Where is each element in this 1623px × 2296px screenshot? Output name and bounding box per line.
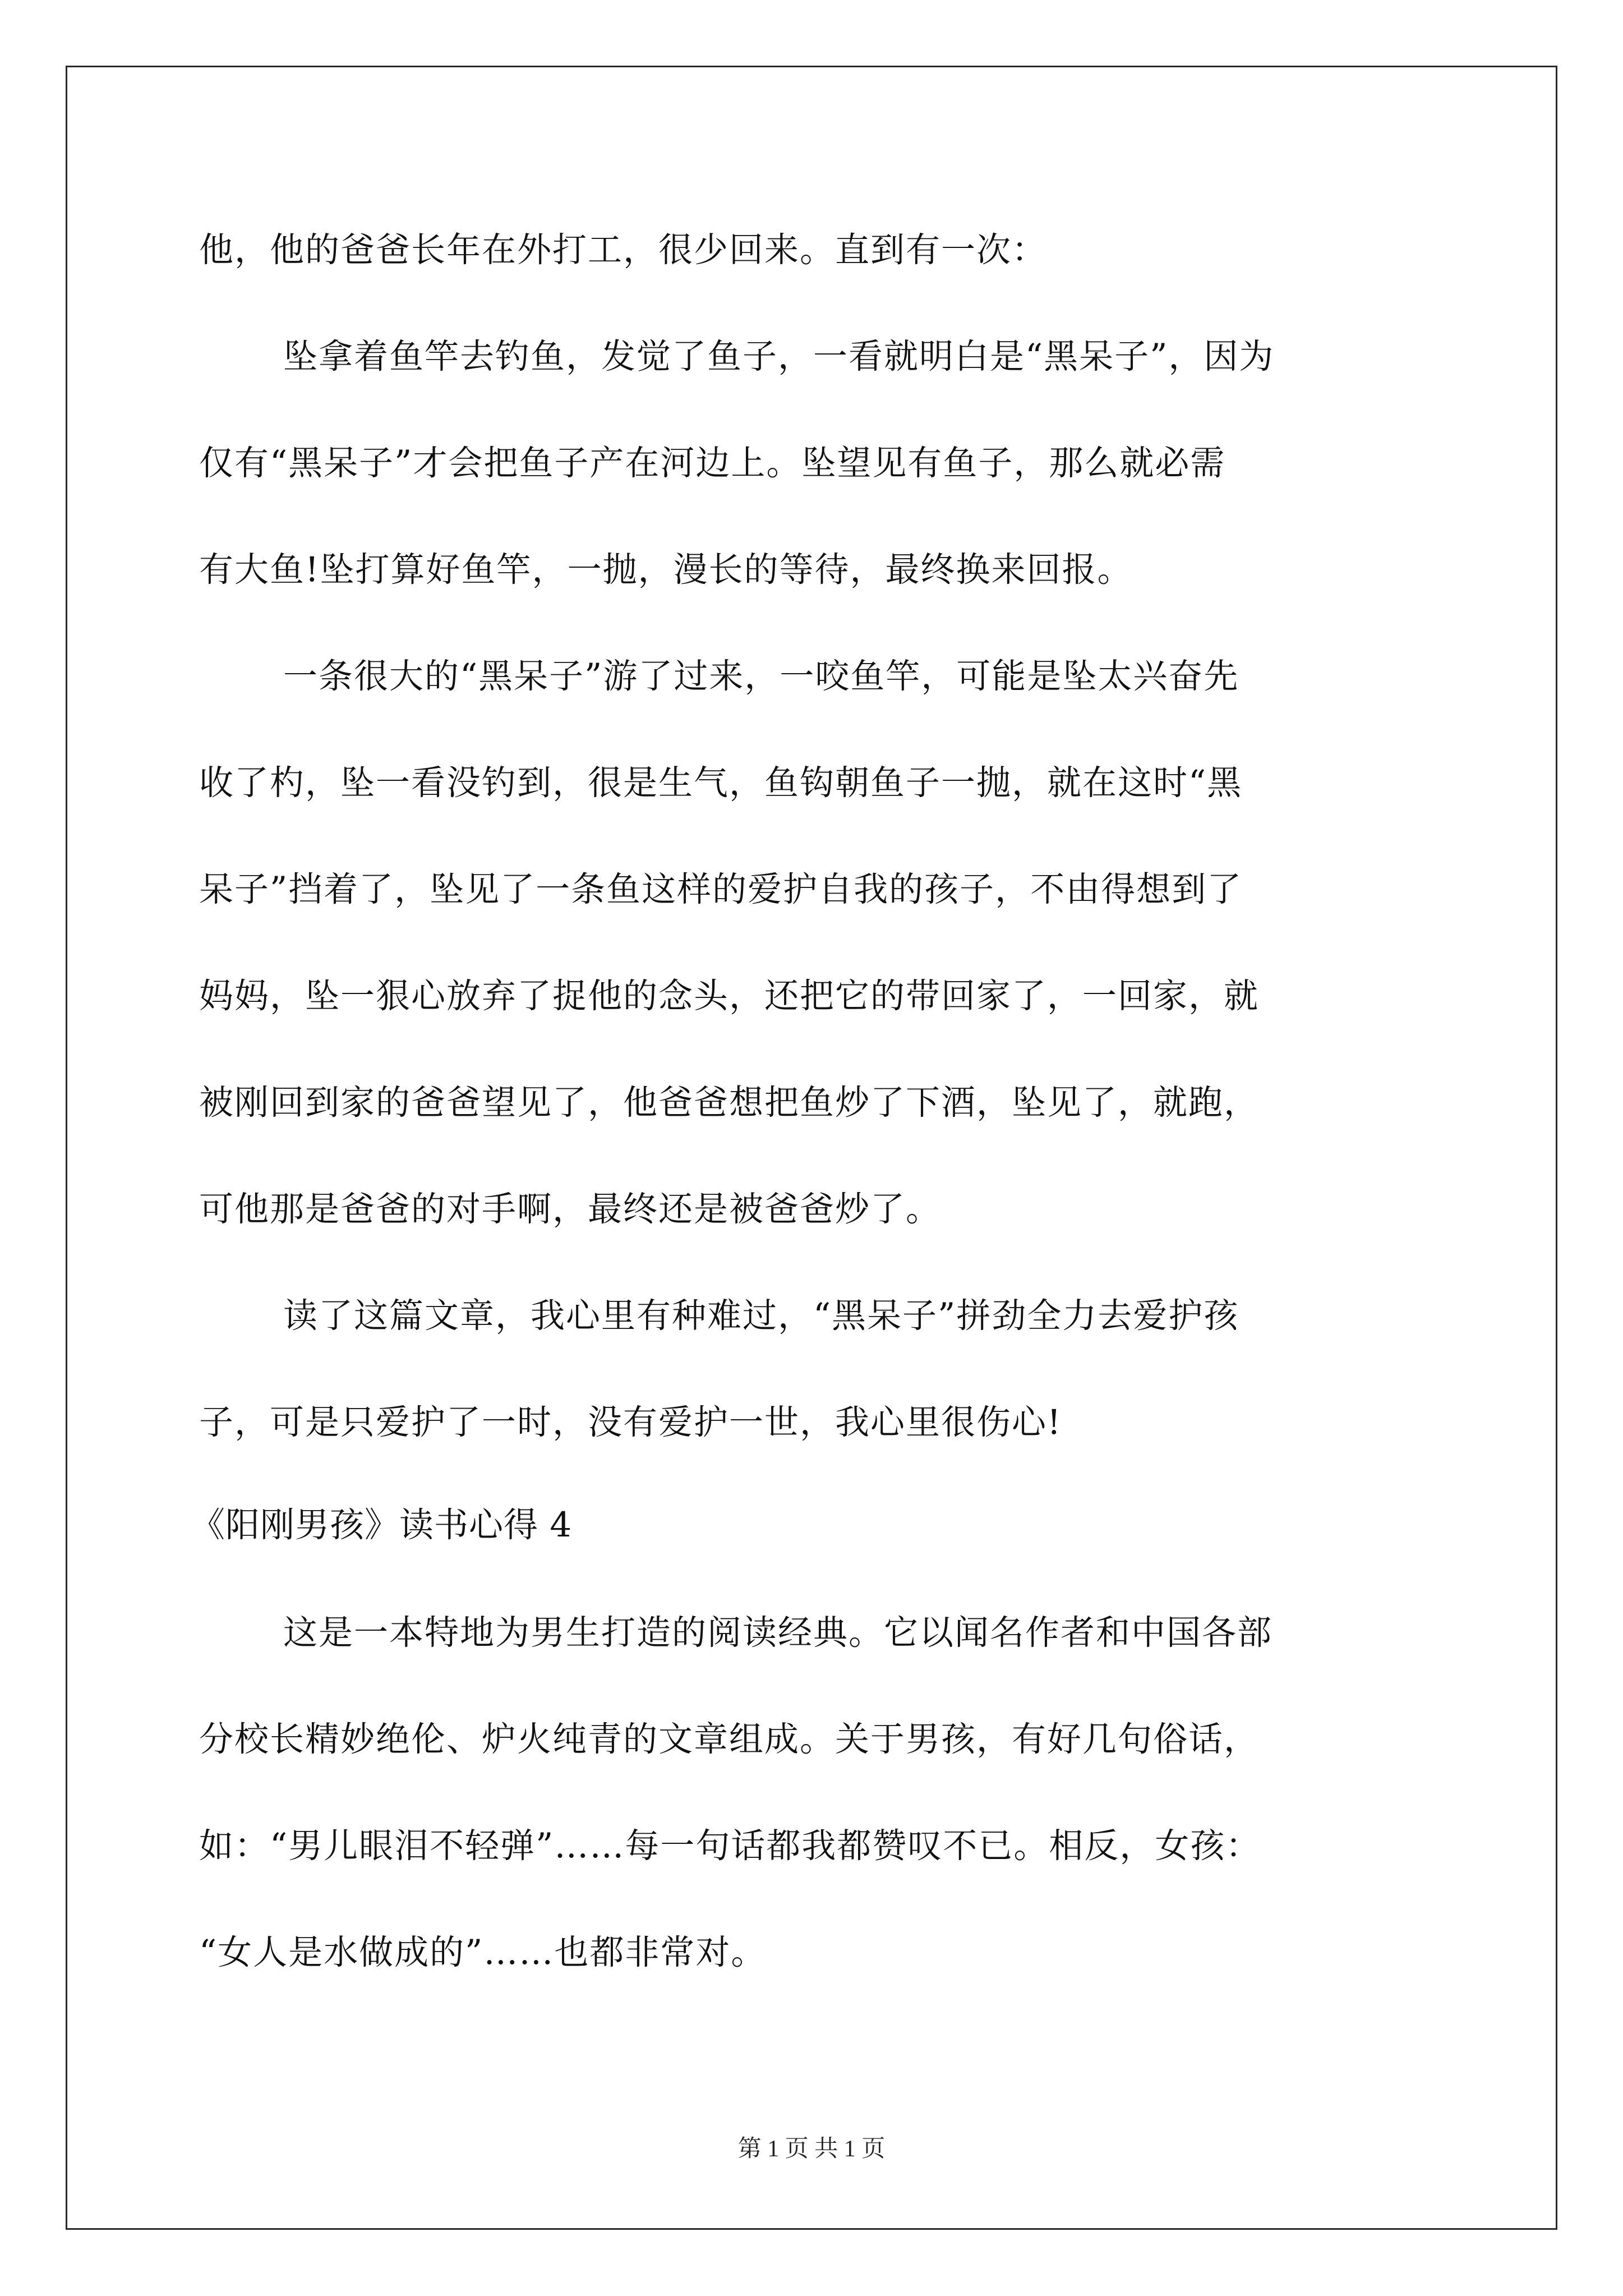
body-line: 仅有“黑呆子”才会把鱼子产在河边上。坠望见有鱼子，那么就必需 xyxy=(199,443,1226,483)
page-border xyxy=(66,66,1557,2230)
body-line: 他，他的爸爸长年在外打工，很少回来。直到有一次： xyxy=(199,230,1048,270)
body-line: 呆子”挡着了，坠见了一条鱼这样的爱护自我的孩子，不由得想到了 xyxy=(199,869,1243,909)
body-line: “女人是水做成的”……也都非常对。 xyxy=(199,1932,767,1972)
body-line: 这是一本特地为男生打造的阅读经典。它以闻名作者和中国各部 xyxy=(283,1613,1273,1653)
body-line: 一条很大的“黑呆子”游了过来，一咬鱼竿，可能是坠太兴奋先 xyxy=(283,656,1239,696)
body-line: 坠拿着鱼竿去钓鱼，发觉了鱼子，一看就明白是“黑呆子”，因为 xyxy=(283,337,1275,376)
body-line: 妈妈，坠一狠心放弃了捉他的念头，还把它的带回家了，一回家，就 xyxy=(199,976,1260,1016)
body-line: 被刚回到家的爸爸望见了，他爸爸想把鱼炒了下酒，坠见了，就跑， xyxy=(199,1083,1260,1122)
body-line: 可他那是爸爸的对手啊，最终还是被爸爸炒了。 xyxy=(199,1189,942,1229)
body-line: 子，可是只爱护了一时，没有爱护一世，我心里很伤心! xyxy=(199,1402,1062,1442)
section-title: 《阳刚男孩》读书心得 4 xyxy=(191,1505,573,1545)
body-line: 分校长精妙绝伦、炉火纯青的文章组成。关于男孩，有好几句俗话， xyxy=(199,1719,1260,1759)
body-line: 有大鱼!坠打算好鱼竿，一抛，漫长的等待，最终换来回报。 xyxy=(199,550,1133,590)
body-line: 如：“男儿眼泪不轻弹”……每一句话都我都赞叹不已。相反，女孩： xyxy=(199,1826,1261,1866)
body-line: 读了这篇文章，我心里有种难过，“黑呆子”拼劲全力去爱护孩 xyxy=(283,1296,1239,1336)
page-footer: 第 1 页 共 1 页 xyxy=(737,2136,886,2162)
body-line: 收了杓，坠一看没钓到，很是生气，鱼钩朝鱼子一抛，就在这时“黑 xyxy=(199,763,1243,803)
